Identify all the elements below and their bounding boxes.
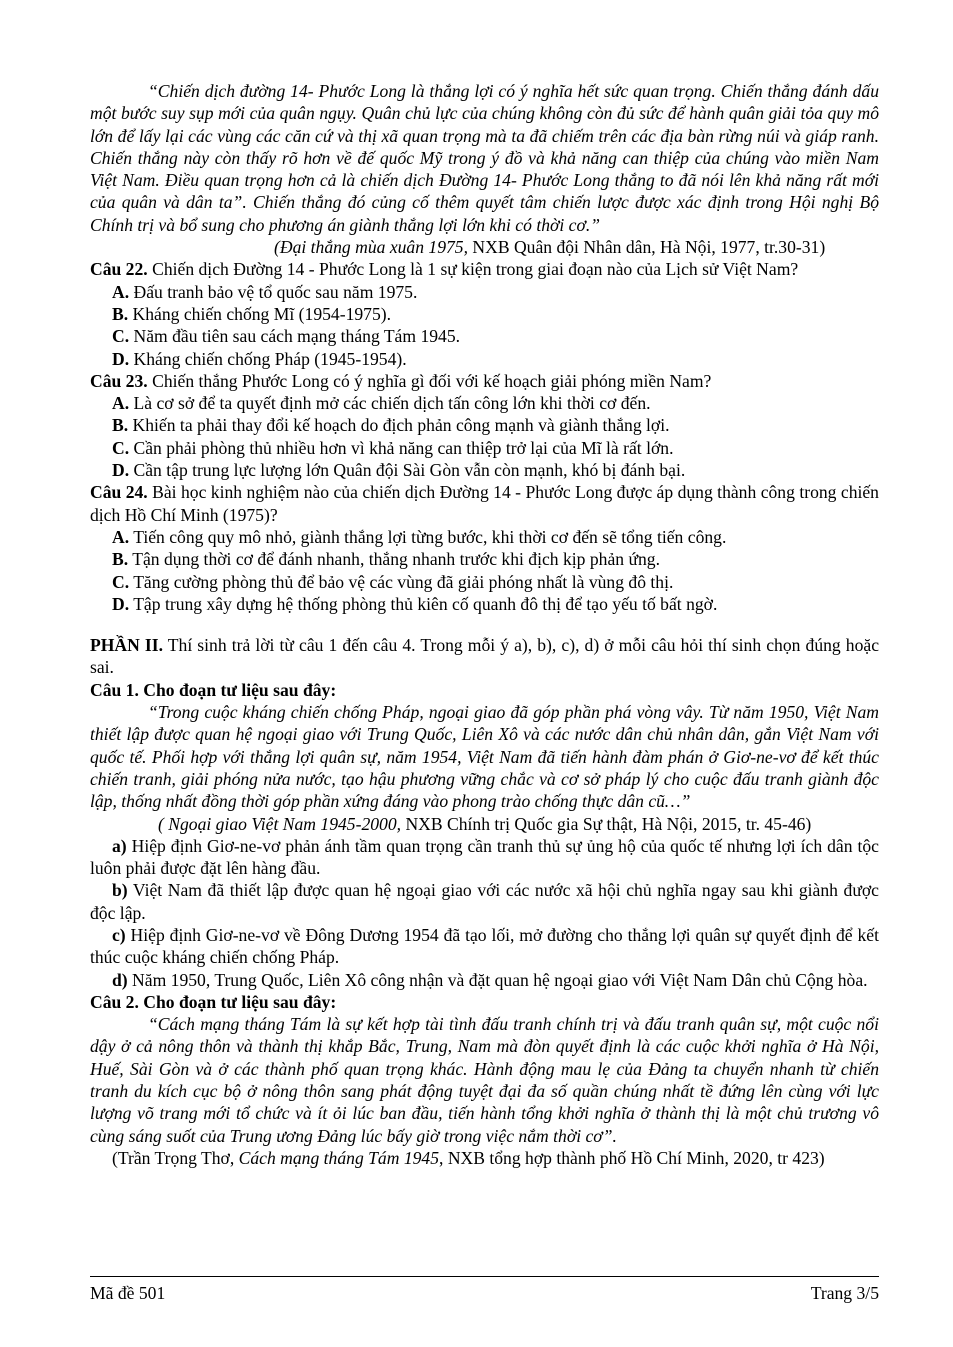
source-title: Cách mạng tháng Tám 1945 bbox=[238, 1147, 440, 1168]
option-23-b[interactable] bbox=[90, 414, 879, 436]
question-23 bbox=[90, 370, 879, 392]
part-2-label: PHẦN II. bbox=[90, 635, 164, 656]
option-23-a[interactable] bbox=[90, 392, 879, 414]
question-label: Câu 22. bbox=[90, 259, 148, 280]
option-key: B. bbox=[112, 415, 129, 436]
question-22 bbox=[90, 258, 879, 280]
option-text: Khiến ta phải thay đổi kế hoạch do địch phản công mạnh và giành thắng lợi. bbox=[128, 415, 670, 436]
tf-question-1-title bbox=[90, 679, 879, 701]
statement-text: Hiệp định Giơ-ne-vơ về Đông Dương 1954 đã tạo lối, mở đường cho thắng lợi quân sự quyết định để kết thúc cuộc kháng chiến chống Pháp. bbox=[90, 924, 879, 968]
option-text: Cần phải phòng thủ nhiều hơn vì khả năng can thiệp trở lại của Mĩ là rất lớn. bbox=[129, 437, 674, 458]
source-publisher: NXB Quân đội Nhân dân, Hà Nội, 1977, tr.30-31) bbox=[468, 237, 826, 258]
source-publisher: NXB Chính trị Quốc gia Sự thật, Hà Nội, 2015, tr. 45-46) bbox=[401, 813, 812, 834]
quote-source bbox=[90, 236, 879, 258]
option-text: Tăng cường phòng thủ để bảo vệ các vùng đã giải phóng nhất là vùng đô thị. bbox=[129, 571, 674, 592]
statement-text: Việt Nam đã thiết lập được quan hệ ngoại giao với các nước xã hội chủ nghĩa ngay sau khi giành được độc lập. bbox=[90, 880, 879, 923]
exam-code: Mã đề 501 bbox=[90, 1283, 166, 1303]
statement-1-a[interactable] bbox=[90, 835, 879, 880]
option-text: Tiến công quy mô nhỏ, giành thắng lợi từng bước, khi thời cơ đến sẽ tổng tiến công. bbox=[129, 526, 727, 547]
option-key: C. bbox=[112, 437, 130, 458]
tf-question-2-title bbox=[90, 991, 879, 1013]
source-title: (Đại thắng mùa xuân 1975, bbox=[274, 237, 469, 258]
option-key: D. bbox=[112, 348, 130, 369]
option-text: Năm đầu tiên sau cách mạng tháng Tám 1945. bbox=[129, 326, 461, 347]
option-key: D. bbox=[112, 593, 130, 614]
statement-key: a) bbox=[112, 835, 127, 856]
statement-key: b) bbox=[112, 880, 128, 901]
option-key: A. bbox=[112, 281, 130, 302]
statement-key: d) bbox=[112, 969, 128, 990]
option-key: B. bbox=[112, 549, 129, 570]
option-key: B. bbox=[112, 303, 129, 324]
option-text: Là cơ sở để ta quyết định mở các chiến dịch tấn công lớn khi thời cơ đến. bbox=[129, 393, 651, 414]
tf-question-2-quote: “Cách mạng tháng Tám là sự kết hợp tài tình đấu tranh chính trị và đấu tranh quân sự, một cuộc nổi dậy ở cả nông thôn và thành thị khắp Bắc, Trung, Nam mà đòn quyết định là các cuộc khởi nghĩa ở Hà Nội, Huế, Sài Gòn và ở các thành phố quan trọng khác. Hành động mau lẹ của Đảng ta chuyển nhanh từ chiến tranh du kích cục bộ ở nông thôn sang phát động tuyệt đại đa số quần chúng nhất tề đứng lên cùng với lực lượng võ trang mới tổ chức và ít ỏi lúc ban đầu, tiến hành tổng khởi nghĩa ở thành thị là một chủ trương vô cùng sáng suốt của Trung ương Đảng lúc bấy giờ trong việc nắm thời cơ”. bbox=[90, 1014, 879, 1146]
statement-key: c) bbox=[112, 924, 126, 945]
option-22-c[interactable] bbox=[90, 325, 879, 347]
option-24-a[interactable] bbox=[90, 526, 879, 548]
option-text: Tận dụng thời cơ để đánh nhanh, thắng nhanh trước khi địch kịp phản ứng. bbox=[128, 549, 660, 570]
option-text: Tập trung xây dựng hệ thống phòng thủ kiên cố quanh đô thị để tạo yếu tố bất ngờ. bbox=[129, 593, 718, 614]
option-key: D. bbox=[112, 460, 130, 481]
statement-1-c[interactable] bbox=[90, 924, 879, 969]
option-key: C. bbox=[112, 571, 130, 592]
option-text: Cần tập trung lực lượng lớn Quân đội Sài Gòn vẫn còn mạnh, khó bị đánh bại. bbox=[129, 460, 686, 481]
tf-question-2-source bbox=[90, 1147, 879, 1169]
option-23-d[interactable] bbox=[90, 459, 879, 481]
statement-1-b[interactable] bbox=[90, 879, 879, 924]
question-text: Chiến thắng Phước Long có ý nghĩa gì đối với kế hoạch giải phóng miền Nam? bbox=[147, 370, 712, 391]
option-22-d[interactable] bbox=[90, 348, 879, 370]
quote-phuoc-long: “Chiến dịch đường 14- Phước Long là thắng lợi có ý nghĩa hết sức quan trọng. Chiến thắng đánh dấu một bước suy sụp mới của quân ngụy. Quân chủ lực của chúng không còn đủ sức để hành quân giải tỏa quy mô lớn để lấy lại các vùng các căn cứ và thị xã quan trọng mà ta đã chiếm trên các địa bàn rừng núi và giáp ranh. Chiến thắng này còn thấy rõ hơn về đế quốc Mỹ trong ý đồ và khả năng can thiệp của chúng vào miền Nam Việt Nam. Điều quan trọng hơn cả là chiến dịch Đường 14- Phước Long thắng to đã nói lên khả năng rất mới của quân và dân ta”. Chiến thắng đó củng cố thêm quyết tâm chiến lược được xác định trong Hội nghị Bộ Chính trị và bổ sung cho phương án giành thắng lợi lớn khi có thời cơ.” bbox=[90, 81, 879, 235]
option-23-c[interactable] bbox=[90, 437, 879, 459]
tf-question-1-quote: “Trong cuộc kháng chiến chống Pháp, ngoại giao đã góp phần phá vòng vây. Từ năm 1950, Việt Nam thiết lập được quan hệ ngoại giao với Trung Quốc, Liên Xô và các nước dân chủ nhân dân, gắn Việt Nam với quốc tế. Phối hợp với thắng lợi quân sự, năm 1954, Việt Nam đã tiến hành đàm phán ở Giơ-ne-vơ để kết thúc chiến tranh, giải phóng nửa nước, tạo hậu phương vững chắc và cơ sở pháp lý cho cuộc đấu tranh giành độc lập, thống nhất đồng thời góp phần xứng đáng vào phong trào chống thực dân cũ…” bbox=[90, 702, 879, 812]
option-24-c[interactable] bbox=[90, 571, 879, 593]
page-number: Trang 3/5 bbox=[810, 1283, 879, 1303]
option-24-d[interactable] bbox=[90, 593, 879, 615]
question-text: Chiến dịch Đường 14 - Phước Long là 1 sự kiện trong giai đoạn nào của Lịch sử Việt Nam? bbox=[147, 259, 799, 280]
source-title: ( Ngoại giao Việt Nam 1945-2000, bbox=[158, 813, 402, 834]
exam-page bbox=[90, 80, 879, 1169]
option-22-b[interactable] bbox=[90, 303, 879, 325]
section-spacer bbox=[90, 615, 879, 634]
statement-text: Năm 1950, Trung Quốc, Liên Xô công nhận và đặt quan hệ ngoại giao với Việt Nam Dân chủ Cộng hòa. bbox=[127, 969, 868, 990]
tf-title-text: Câu 1. Cho đoạn tư liệu sau đây: bbox=[90, 679, 337, 700]
tf-title-text: Câu 2. Cho đoạn tư liệu sau đây: bbox=[90, 991, 337, 1012]
statement-1-d[interactable] bbox=[90, 969, 879, 991]
part-2-text: Thí sinh trả lời từ câu 1 đến câu 4. Trong mỗi ý a), b), c), d) ở mỗi câu hỏi thí sinh chọn đúng hoặc sai. bbox=[90, 635, 879, 678]
question-label: Câu 23. bbox=[90, 370, 148, 391]
option-key: C. bbox=[112, 326, 130, 347]
option-22-a[interactable] bbox=[90, 281, 879, 303]
question-24 bbox=[90, 481, 879, 526]
question-label: Câu 24. bbox=[90, 482, 148, 503]
question-text: Bài học kinh nghiệm nào của chiến dịch Đường 14 - Phước Long được áp dụng thành công trong chiến dịch Hồ Chí Minh (1975)? bbox=[90, 482, 879, 525]
option-text: Kháng chiến chống Pháp (1945-1954). bbox=[129, 348, 407, 369]
source-publisher: , NXB tổng hợp thành phố Hồ Chí Minh, 2020, tr 423) bbox=[439, 1147, 825, 1168]
page-footer bbox=[90, 1276, 879, 1304]
option-text: Kháng chiến chống Mĩ (1954-1975). bbox=[128, 303, 392, 324]
option-key: A. bbox=[112, 526, 130, 547]
tf-question-1-source bbox=[90, 813, 879, 835]
option-key: A. bbox=[112, 393, 130, 414]
statement-text: Hiệp định Giơ-ne-vơ phản ánh tầm quan trọng cần tranh thủ sự ủng hộ của quốc tế nhưng lợi ích dân tộc luôn phải được đặt lên hàng đầu. bbox=[90, 835, 879, 879]
source-author: (Trần Trọng Thơ, bbox=[112, 1147, 239, 1168]
option-24-b[interactable] bbox=[90, 548, 879, 570]
option-text: Đấu tranh bảo vệ tổ quốc sau năm 1975. bbox=[129, 281, 418, 302]
part-2-instructions bbox=[90, 634, 879, 679]
